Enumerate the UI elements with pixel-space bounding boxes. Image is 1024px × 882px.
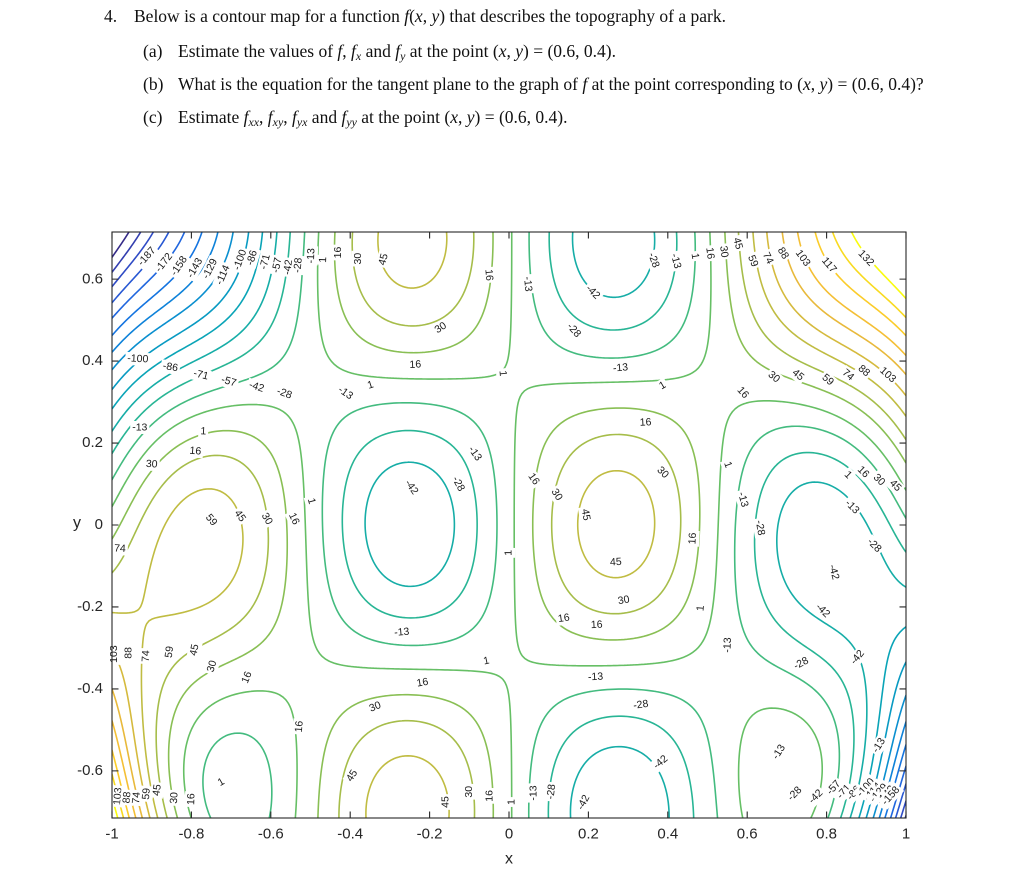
problem-item-c: [143, 106, 973, 130]
item-c-text: Estimate fxx, fxy, fyx and fyy at the point (x, y) = (0.6, 0.4).: [178, 106, 568, 129]
problem-title: [104, 6, 1024, 27]
problem-statement: [0, 6, 1024, 138]
problem-title-text: Below is a contour map for a function f(x, y) that describes the topography of a park.: [134, 6, 726, 26]
item-a-text: Estimate the values of f, fx and fy at the point (x, y) = (0.6, 0.4).: [178, 41, 616, 63]
item-b-label: (b): [143, 73, 164, 94]
problem-item-a: [143, 40, 973, 64]
problem-number: 4.: [104, 6, 118, 26]
item-c-label: (c): [143, 106, 163, 127]
problem-item-b: [143, 73, 973, 97]
problem-items: [143, 40, 973, 129]
item-a-label: (a): [143, 41, 163, 61]
item-b-text: What is the equation for the tangent plane to the graph of f at the point corresponding to (x, y) = (0.6, 0.4)?: [178, 73, 924, 94]
